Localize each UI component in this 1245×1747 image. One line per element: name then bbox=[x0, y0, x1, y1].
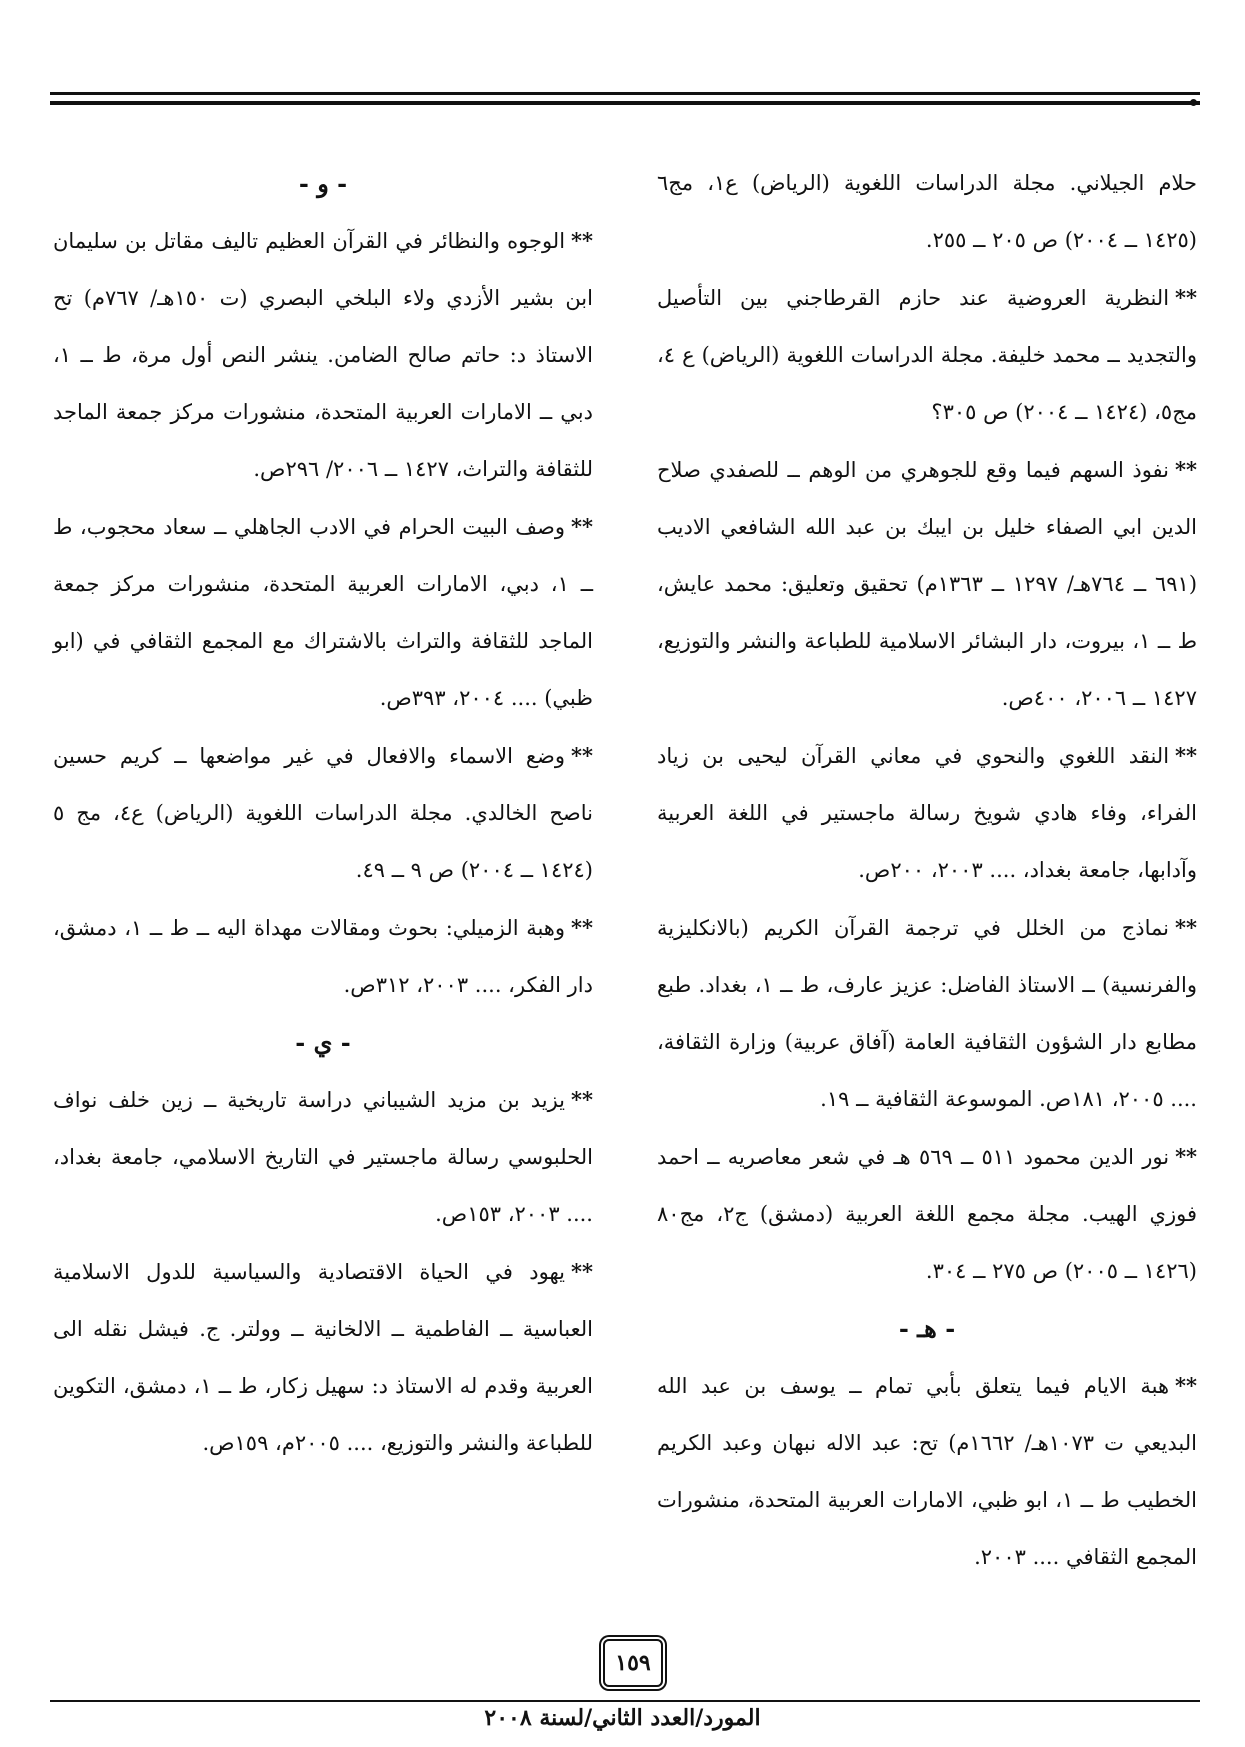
left-column bbox=[53, 155, 593, 1472]
bibliography-entry bbox=[53, 727, 593, 899]
footer-rule bbox=[50, 1700, 1200, 1702]
entry-text: يهود في الحياة الاقتصادية والسياسية للدول الاسلامية العباسية ــ الفاطمية ــ الالخانية ــ وولتر. ج. فيشل نقله الى العربية وقدم له الاستاذ د: سهيل زكار، ط ــ ١، دمشق، التكوين للطباعة والنشر والتوزيع، .... ٢٠٠٥م، ١٥٩ص. bbox=[53, 1260, 593, 1455]
entry-text: النقد اللغوي والنحوي في معاني القرآن ليحيى بن زياد الفراء، وفاء هادي شويخ رسالة ماجستير في اللغة العربية وآدابها، جامعة بغداد، .... ٢٠٠٣، ٢٠٠ص. bbox=[657, 744, 1197, 882]
bibliography-entry bbox=[657, 1128, 1197, 1300]
bibliography-entry bbox=[657, 727, 1197, 899]
entry-text: نور الدين محمود ٥١١ ــ ٥٦٩ هـ في شعر معاصريه ــ احمد فوزي الهيب. مجلة مجمع اللغة العربية (دمشق) ج٢، مج٨٠ (١٤٢٦ ــ ٢٠٠٥) ص ٢٧٥ ــ ٣٠٤. bbox=[657, 1145, 1197, 1283]
entry-text: نماذج من الخلل في ترجمة القرآن الكريم (بالانكليزية والفرنسية) ــ الاستاذ الفاضل: عزيز عارف، ط ــ ١، بغداد. طبع مطابع دار الشؤون الثقافية العامة (آفاق عربية) وزارة الثقافة، .... ٢٠٠٥، ١٨١ص. الموسوعة الثقافية ــ ١٩. bbox=[657, 916, 1198, 1111]
entry-text: يزيد بن مزيد الشيباني دراسة تاريخية ــ زين خلف نواف الحلبوسي رسالة ماجستير في التاريخ الاسلامي، جامعة بغداد، .... ٢٠٠٣، ١٥٣ص. bbox=[53, 1088, 593, 1226]
entry-text: الوجوه والنظائر في القرآن العظيم تاليف مقاتل بن سليمان ابن بشير الأزدي ولاء البلخي البصري (ت ١٥٠هـ/ ٧٦٧م) تح الاستاذ د: حاتم صالح الضامن. ينشر النص أول مرة، ط ــ ١، دبي ــ الامارات العربية المتحدة، منشورات مركز جمعة الماجد للثقافة والتراث، ١٤٢٧ ــ ٢٠٠٦/ ٢٩٦ص. bbox=[53, 229, 593, 481]
entry-marker: ** bbox=[571, 743, 593, 768]
header-rule-thick bbox=[50, 101, 1200, 105]
entry-text: حلام الجيلاني. مجلة الدراسات اللغوية (الرياض) ع١، مج٦ (١٤٢٥ ــ ٢٠٠٤) ص ٢٠٥ ــ ٢٥٥. bbox=[657, 171, 1197, 252]
bibliography-entry bbox=[53, 498, 593, 727]
entry-text: وهبة الزميلي: بحوث ومقالات مهداة اليه ــ ط ــ ١، دمشق، دار الفكر، .... ٢٠٠٣، ٣١٢ص. bbox=[53, 916, 593, 997]
entry-marker: ** bbox=[1175, 743, 1197, 768]
bibliography-entry bbox=[53, 1243, 593, 1472]
entry-marker: ** bbox=[1175, 1373, 1197, 1398]
bibliography-entry bbox=[53, 1071, 593, 1243]
right-column bbox=[657, 155, 1197, 1586]
bibliography-entry bbox=[657, 1357, 1197, 1586]
entry-marker: ** bbox=[571, 228, 593, 253]
bibliography-entry bbox=[657, 269, 1197, 441]
entry-text: هبة الايام فيما يتعلق بأبي تمام ــ يوسف بن عبد الله البديعي ت ١٠٧٣هـ/ ١٦٦٢م) تح: عبد الاله نبهان وعبد الكريم الخطيب ط ــ ١، ابو ظبي، الامارات العربية المتحدة، منشورات المجمع الثقافي .... ٢٠٠٣. bbox=[657, 1374, 1197, 1569]
bibliography-entry bbox=[53, 899, 593, 1014]
section-letter: - ي - bbox=[295, 1028, 351, 1057]
header-rule-dot bbox=[1190, 99, 1197, 106]
bibliography-entry bbox=[657, 441, 1197, 727]
page-number: ١٥٩ bbox=[603, 1639, 663, 1687]
bibliography-entry bbox=[53, 212, 593, 498]
journal-footer: المورد/العدد الثاني/لسنة ٢٠٠٨ bbox=[484, 1705, 761, 1731]
entry-text: النظرية العروضية عند حازم القرطاجني بين التأصيل والتجديد ــ محمد خليفة. مجلة الدراسات اللغوية (الرياض) ع ٤، مج٥، (١٤٢٤ ــ ٢٠٠٤) ص ٣٠٥؟ bbox=[657, 286, 1197, 424]
entry-marker: ** bbox=[571, 514, 593, 539]
section-letter: - و - bbox=[298, 169, 348, 198]
entry-text: وضع الاسماء والافعال في غير مواضعها ــ كريم حسين ناصح الخالدي. مجلة الدراسات اللغوية (الرياض) ع٤، مج ٥ (١٤٢٤ ــ ٢٠٠٤) ص ٩ ــ ٤٩. bbox=[53, 744, 593, 882]
entry-marker: ** bbox=[571, 1087, 593, 1112]
entry-marker: ** bbox=[1175, 457, 1197, 482]
section-letter: - هـ - bbox=[898, 1314, 956, 1343]
entry-text: نفوذ السهم فيما وقع للجوهري من الوهم ــ للصفدي صلاح الدين ابي الصفاء خليل بن ايبك بن عبد الله الشافعي الاديب (٦٩١ ــ ٧٦٤هـ/ ١٢٩٧ ــ ١٣٦٣م) تحقيق وتعليق: محمد عايش، ط ــ ١، بيروت، دار البشائر الاسلامية للطباعة والنشر والتوزيع، ١٤٢٧ ــ ٢٠٠٦، ٤٠٠ص. bbox=[657, 458, 1198, 710]
entry-marker: ** bbox=[1175, 1144, 1198, 1169]
bibliography-entry bbox=[657, 155, 1197, 269]
bibliography-entry bbox=[657, 899, 1197, 1128]
header-rule-thin bbox=[50, 92, 1200, 95]
entry-text: وصف البيت الحرام في الادب الجاهلي ــ سعاد محجوب، ط ــ ١، دبي، الامارات العربية المتحدة، منشورات مركز جمعة الماجد للثقافة والتراث بالاشتراك مع المجمع الثقافي في (ابو ظبي) .... ٢٠٠٤، ٣٩٣ص. bbox=[53, 515, 593, 710]
entry-marker: ** bbox=[571, 1259, 593, 1284]
entry-marker: ** bbox=[571, 915, 593, 940]
entry-marker: ** bbox=[1175, 915, 1197, 940]
entry-marker: ** bbox=[1175, 285, 1197, 310]
